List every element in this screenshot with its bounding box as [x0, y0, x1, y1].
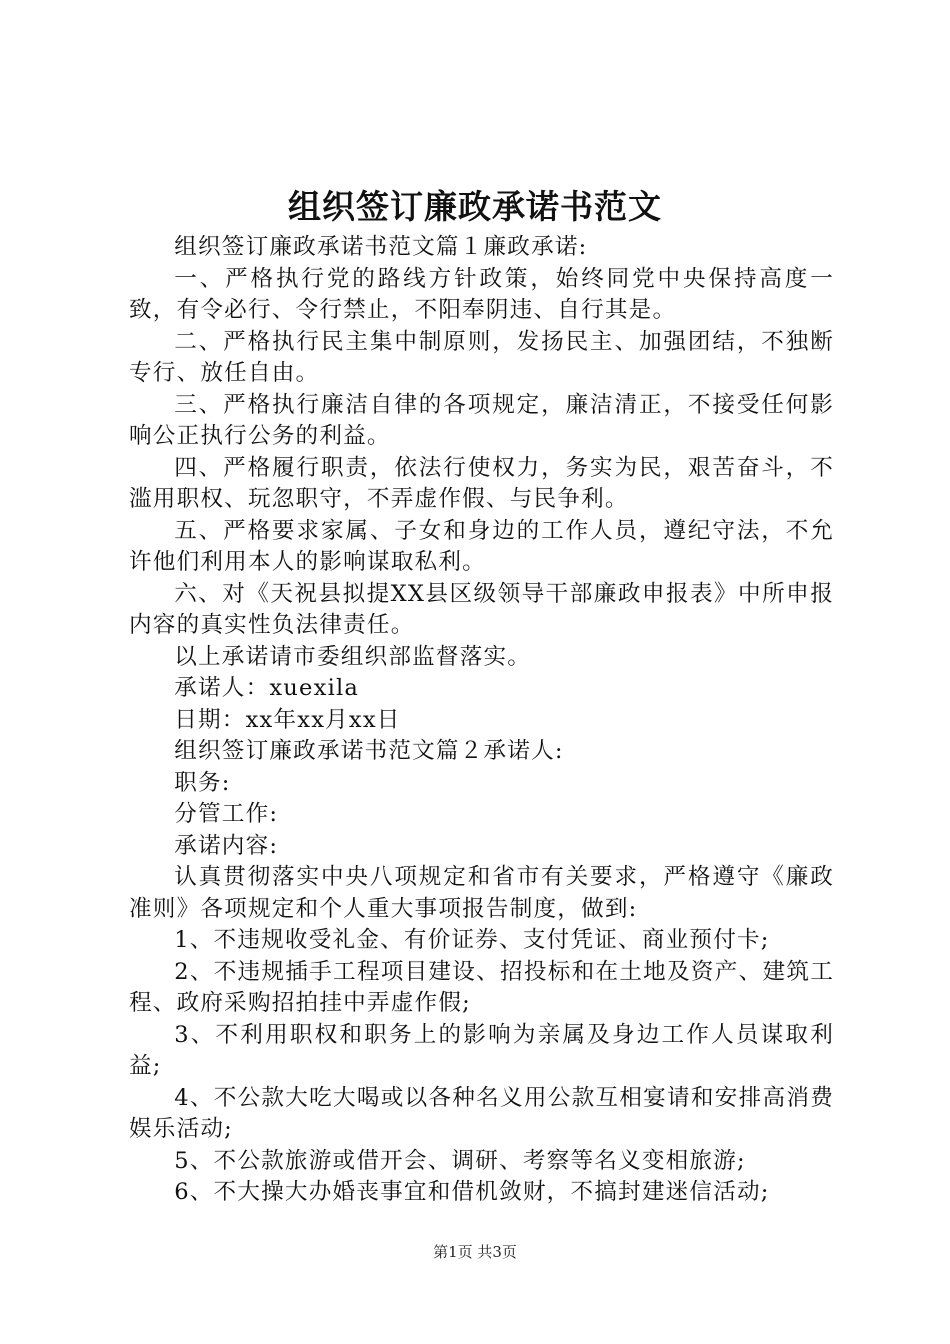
paragraph: 4、不公款大吃大喝或以各种名义用公款互相宴请和安排高消费娱乐活动;	[129, 1084, 834, 1142]
paragraph: 认真贯彻落实中央八项规定和省市有关要求，严格遵守《廉政准则》各项规定和个人重大事项报告制度，做到:	[129, 864, 834, 922]
paragraph: 二、严格执行民主集中制原则，发扬民主、加强团结，不独断专行、放任自由。	[129, 328, 834, 386]
paragraph: 分管工作:	[174, 801, 279, 827]
paragraph: 承诺人：xuexila	[174, 675, 360, 701]
paragraph: 组织签订廉政承诺书范文篇１廉政承诺:	[174, 234, 588, 260]
paragraph: 6、不大操大办婚丧事宜和借机敛财，不搞封建迷信活动;	[174, 1179, 770, 1205]
paragraph: 承诺内容:	[174, 832, 279, 859]
paragraph: 1、不违规收受礼金、有价证券、支付凭证、商业预付卡;	[174, 927, 770, 953]
paragraph: 组织签订廉政承诺书范文篇２承诺人:	[174, 738, 564, 764]
paragraph: 三、严格执行廉洁自律的各项规定，廉洁清正，不接受任何影响公正执行公务的利益。	[129, 391, 834, 449]
paragraph: 职务:	[174, 769, 231, 796]
paragraph: 日期：xx年xx月xx日	[174, 706, 401, 733]
paragraph: 2、不违规插手工程项目建设、招投标和在土地及资产、建筑工程、政府采购招拍挂中弄虚作假;	[129, 958, 834, 1016]
paragraph: 以上承诺请市委组织部监督落实。	[174, 643, 532, 670]
paragraph: 5、不公款旅游或借开会、调研、考察等名义变相旅游;	[174, 1147, 746, 1174]
paragraph: 四、严格履行职责，依法行使权力，务实为民，艰苦奋斗，不滥用职权、玩忽职守，不弄虚作假、与民争利。	[129, 454, 834, 512]
page-number-footer: 第1页 共3页	[433, 1243, 517, 1261]
document-title: 组织签订廉政承诺书范文	[288, 187, 662, 226]
paragraph: 六、对《天祝县拟提XX县区级领导干部廉政申报表》中所申报内容的真实性负法律责任。	[129, 580, 834, 638]
paragraph: 五、严格要求家属、子女和身边的工作人员，遵纪守法，不允许他们利用本人的影响谋取私利。	[129, 517, 834, 575]
paragraph: 一、严格执行党的路线方针政策，始终同党中央保持高度一致，有令必行、令行禁止，不阳奉阴违、自行其是。	[129, 265, 834, 323]
paragraph: 3、不利用职权和职务上的影响为亲属及身边工作人员谋取利益;	[129, 1021, 834, 1079]
document-body	[129, 232, 834, 1209]
